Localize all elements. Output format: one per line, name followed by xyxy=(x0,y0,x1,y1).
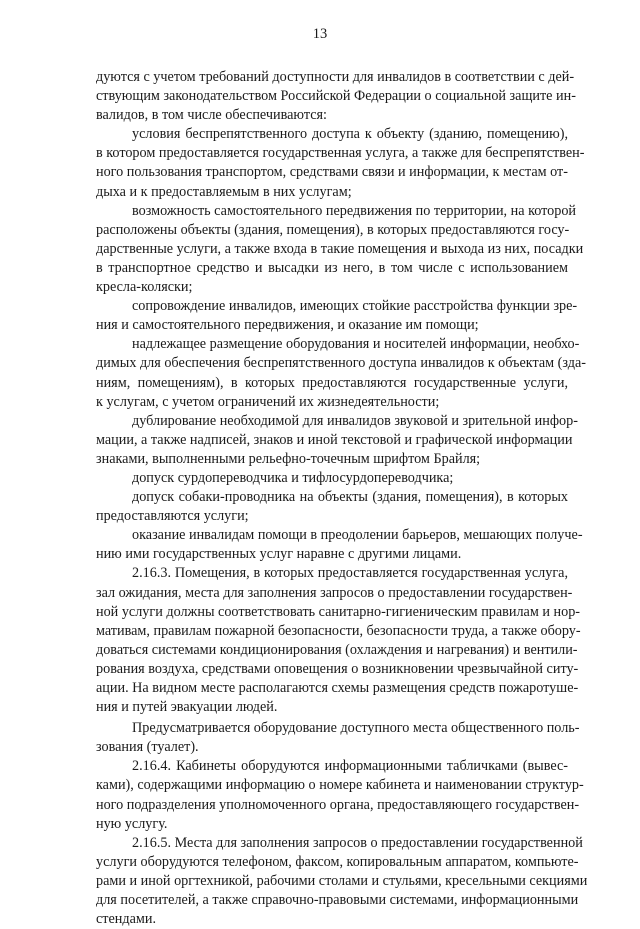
text-line: 2.16.5. Места для заполнения запросов о предоставлении государственной xyxy=(132,834,583,851)
text-line: знаками, выполненными рельефно-точечным шрифтом Брайля; xyxy=(96,450,481,467)
text-line: ками), содержащими информацию о номере кабинета и наименовании структур- xyxy=(96,777,584,794)
text-line: возможность самостоятельного передвижения по территории, на которой xyxy=(132,202,577,219)
text-line: к услугам, с учетом ограничений их жизнедеятельности; xyxy=(96,393,440,410)
text-line: услуги оборудуются телефоном, факсом, копировальным аппаратом, компьюте- xyxy=(96,853,579,870)
text-line: ниям, помещениям), в которых предоставляются государственные услуги, xyxy=(96,374,568,391)
text-line: 2.16.3. Помещения, в которых предоставляется государственная услуга, xyxy=(132,565,568,582)
text-line: ствующим законодательством Российской Федерации о социальной защите ин- xyxy=(96,88,576,105)
text-line: валидов, в том числе обеспечиваются: xyxy=(96,107,327,124)
text-line: в транспортное средство и высадки из него, в том числе с использованием xyxy=(96,259,568,276)
text-line: ной услуги должны соответствовать санитарно-гигиеническим правилам и нор- xyxy=(96,603,581,620)
text-line: ния и самостоятельного передвижения, и оказание им помощи; xyxy=(96,317,479,334)
text-line: предоставляются услуги; xyxy=(96,508,249,525)
text-line: нию ими государственных услуг наравне с другими лицами. xyxy=(96,546,462,563)
text-line: условия беспрепятственного доступа к объекту (зданию, помещению), xyxy=(132,126,568,143)
text-line: ного подразделения уполномоченного органа, предоставляющего государствен- xyxy=(96,796,580,813)
text-line: допуск собаки-проводника на объекты (здания, помещения), в которых xyxy=(132,489,568,506)
text-line: рами и иной оргтехникой, рабочими столами и стульями, кресельными секциями xyxy=(96,872,588,889)
text-line: Предусматривается оборудование доступного места общественного поль- xyxy=(132,720,580,737)
text-line: ную услугу. xyxy=(96,815,168,832)
text-line: сопровождение инвалидов, имеющих стойкие расстройства функции зре- xyxy=(132,298,578,315)
text-line: димых для обеспечения беспрепятственного доступа инвалидов к объектам (зда- xyxy=(96,355,586,372)
text-line: рования воздуха, средствами оповещения о возникновении чрезвычайной ситу- xyxy=(96,660,579,677)
text-line: 2.16.4. Кабинеты оборудуются информационными табличками (вывес- xyxy=(132,758,568,775)
document-body xyxy=(96,68,588,929)
text-line: дублирование необходимой для инвалидов звуковой и зрительной инфор- xyxy=(132,412,578,429)
text-line: доваться системами кондиционирования (охлаждения и нагревания) и вентили- xyxy=(96,641,578,658)
text-line: расположены объекты (здания, помещения), в которых предоставляются госу- xyxy=(96,221,570,238)
text-line: ния и путей эвакуации людей. xyxy=(96,699,278,716)
text-line: надлежащее размещение оборудования и носителей информации, необхо- xyxy=(132,336,580,353)
text-line: зал ожидания, места для заполнения запросов о предоставлении государствен- xyxy=(96,584,573,601)
text-line: ного пользования транспортом, средствами связи и информации, к местам от- xyxy=(96,164,568,181)
text-line: дарственные услуги, а также входа в такие помещения и выхода из них, посадки xyxy=(96,240,584,257)
text-line: мативам, правилам пожарной безопасности, безопасности труда, а также обору- xyxy=(96,622,581,639)
text-line: допуск сурдопереводчика и тифлосурдопереводчика; xyxy=(132,469,454,486)
text-line: в котором предоставляется государственная услуга, а также для беспрепятствен- xyxy=(96,145,585,162)
text-line: ации. На видном месте располагаются схемы размещения средств пожаротуше- xyxy=(96,680,579,696)
text-line: мации, а также надписей, знаков и иной текстовой и графической информации xyxy=(96,431,573,448)
page-number: 13 xyxy=(312,26,328,42)
text-line: для посетителей, а также справочно-правовыми системами, информационными xyxy=(96,892,579,909)
text-line: оказание инвалидам помощи в преодолении барьеров, мешающих получе- xyxy=(132,527,583,544)
text-line: стендами. xyxy=(96,911,157,928)
text-line: дыха и к предоставляемым в них услугам; xyxy=(96,183,352,200)
text-line: дуются с учетом требований доступности для инвалидов в соответствии с дей- xyxy=(96,69,575,85)
text-line: зования (туалет). xyxy=(96,739,199,756)
text-line: кресла-коляски; xyxy=(96,279,193,296)
